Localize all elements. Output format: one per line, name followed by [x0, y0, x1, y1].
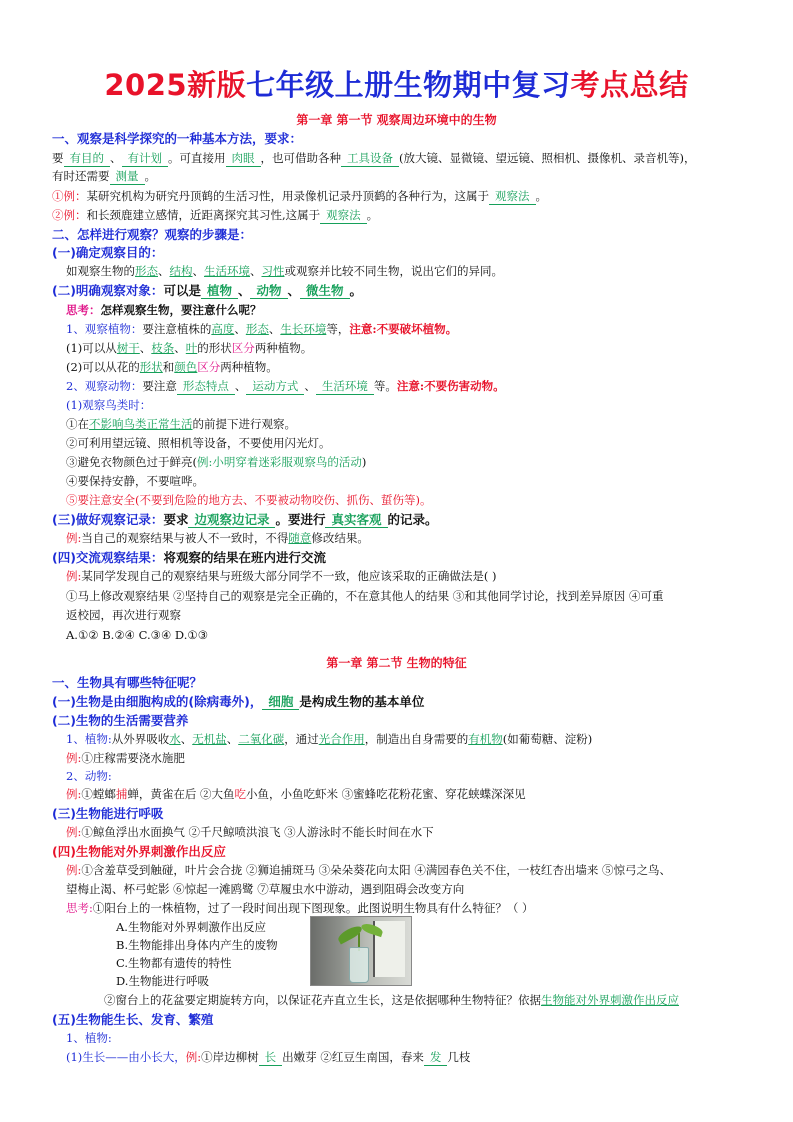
- answer-blank: 工具设备: [341, 151, 399, 167]
- document-title: [0, 66, 793, 104]
- text: 从外界吸收: [111, 732, 170, 746]
- keyword: 有机物: [468, 732, 503, 746]
- example-label: 例:: [66, 825, 82, 839]
- text: 的形状: [197, 341, 232, 355]
- answer-blank: 形态特点: [177, 379, 235, 395]
- text-line: ④要保持安静，不要喧哗。: [66, 474, 204, 488]
- sub-heading: (1)观察鸟类时：: [66, 398, 152, 412]
- options-line: ①马上修改观察结果 ②坚持自己的观察是完全正确的，不在意其他人的结果 ③和其他同学讨论，找到差异原因 ④可重: [66, 589, 664, 603]
- note: 注意:不要破坏植物。: [349, 322, 458, 336]
- feature-heading: (四)生物能对外界刺激作出反应: [52, 844, 226, 859]
- text-line: [66, 359, 753, 376]
- answer-blank: 有计划: [122, 151, 169, 167]
- text: 某研究机构为研究丹顶鹤的生活习性，用录像机记录丹顶鹤的各种行为，这属于: [86, 189, 489, 203]
- keyword: 叶: [185, 341, 198, 355]
- text: (如葡萄糖、淀粉): [502, 732, 593, 746]
- example-label: 例:: [66, 751, 82, 765]
- text: 某同学发现自己的观察结果与班级大部分同学不一致，他应该采取的正确做法是( ): [81, 569, 497, 583]
- text-line: [66, 263, 753, 280]
- section-heading-2: 第一章 第二节 生物的特征: [326, 656, 467, 670]
- keyword: 颜色: [174, 360, 198, 374]
- text: 的记录。: [387, 512, 438, 527]
- keyword: 捕: [115, 787, 128, 801]
- text: 怎样观察生物，要注意什么呢？: [100, 303, 262, 317]
- text-line: [52, 150, 753, 167]
- text: 、: [139, 341, 152, 355]
- answer-blank: 肉眼: [226, 151, 261, 167]
- text: 要: [52, 151, 64, 165]
- feature-heading: (二)生物的生活需要营养: [52, 713, 189, 728]
- answer-blank: 观察法: [320, 208, 367, 224]
- option-a: A.生物能对外界刺激作出反应: [116, 920, 266, 934]
- keyword: 吃: [234, 787, 247, 801]
- text: 、: [226, 732, 239, 746]
- text: 和: [162, 360, 175, 374]
- text: 要注意: [142, 379, 177, 393]
- keyword: 形态: [245, 322, 269, 336]
- keyword: 无机盐: [192, 732, 227, 746]
- keyword: 区分: [231, 341, 255, 355]
- keyword: 区分: [197, 360, 221, 374]
- text-line: ②可利用望远镜、照相机等设备，不要使用闪光灯。: [66, 436, 331, 450]
- text: 等。: [373, 379, 397, 393]
- text: ①鲸鱼浮出水面换气 ②千尺鲸喷洪浪飞 ③人游泳时不能长时间在水下: [81, 825, 434, 839]
- text: 蝉，黄雀在后 ②大鱼: [127, 787, 235, 801]
- text: ，也可借助各种: [260, 151, 341, 165]
- text: ①岸边柳树: [201, 1050, 259, 1064]
- text: ①阳台上的一株植物，过了一段时间出现下图现象。此图说明生物具有什么特征？（ ）: [92, 901, 534, 915]
- example: 例:小明穿着迷彩服观察鸟的活动: [197, 455, 362, 469]
- answer-blank: 动物: [250, 283, 287, 299]
- text: 可以是: [163, 283, 201, 298]
- step-heading: (一)确定观察目的：: [52, 245, 164, 260]
- water-glass: [349, 947, 369, 983]
- text: 小鱼，小鱼吃虾米 ③蜜蜂吃花粉花蜜、穿花蛱蝶深深见: [246, 787, 526, 801]
- text-line: 望梅止渴、杯弓蛇影 ⑥惊起一滩鸥鹭 ⑦草履虫水中游动，遇到阻碍会改变方向: [66, 882, 465, 896]
- step-label: (四)交流观察结果：: [52, 550, 164, 565]
- text: 等，: [326, 322, 350, 336]
- text: 。要进行: [275, 512, 326, 527]
- text: 和长颈鹿建立感情，近距离探究其习性,这属于: [86, 208, 321, 222]
- text: 要注意植株的: [142, 322, 212, 336]
- step-label: (三)做好观察记录：: [52, 512, 164, 527]
- text: 两种植物。: [254, 341, 313, 355]
- text: 、: [237, 283, 251, 298]
- keyword: 形状: [139, 360, 163, 374]
- example-line: [66, 862, 753, 879]
- keyword: 水: [169, 732, 181, 746]
- title-new: 新版: [187, 68, 247, 102]
- answer-blank: 植物: [201, 283, 238, 299]
- text: 、: [192, 264, 204, 278]
- choices-line: A.①② B.②④ C.③④ D.①③: [66, 628, 209, 642]
- keyword: 习性: [261, 264, 285, 278]
- feature-label: (一)生物是由细胞构成的(除病毒外)，: [52, 694, 263, 709]
- text: ①庄稼需要浇水施肥: [81, 751, 185, 765]
- text: 、: [287, 283, 301, 298]
- example-label: 例:: [66, 863, 82, 877]
- text: (1)可以从: [66, 341, 117, 355]
- text: 。可直接用: [168, 151, 226, 165]
- title-year: 2025: [104, 68, 188, 102]
- question-heading: 一、生物具有哪些特征呢？: [52, 675, 203, 690]
- answer-blank: 真实客观: [325, 512, 387, 528]
- example-label: 例:: [66, 569, 82, 583]
- example-line: [66, 786, 753, 803]
- example-label: ①例：: [52, 189, 87, 203]
- example-line: [66, 568, 753, 585]
- example-label: 例:: [185, 1050, 202, 1064]
- step-heading: [52, 549, 753, 566]
- text: 当自己的观察结果与被人不一致时，不得: [81, 531, 289, 545]
- text: 、: [234, 379, 247, 393]
- text: 。: [535, 189, 547, 203]
- text-line: [66, 1049, 753, 1066]
- feature-heading: (三)生物能进行呼吸: [52, 806, 164, 821]
- answer-blank: 发: [424, 1050, 448, 1066]
- option-c: C.生物都有遗传的特性: [116, 956, 232, 970]
- example-label: 例:: [66, 787, 82, 801]
- section-heading-1: 第一章 第一节 观察周边环境中的生物: [296, 113, 497, 127]
- example-line: [66, 530, 753, 547]
- sub-label: 1、植物:: [66, 732, 112, 746]
- text-line: [52, 168, 753, 185]
- keyword: 光合作用: [318, 732, 365, 746]
- example-line: [52, 207, 753, 224]
- answer-blank: 微生物: [300, 283, 350, 299]
- keyword: 二氧化碳: [238, 732, 285, 746]
- text: 、: [304, 379, 316, 393]
- text: ①在: [66, 417, 89, 431]
- text-line: [66, 321, 753, 338]
- step-label: (二)明确观察对象：: [52, 283, 164, 298]
- keyword: 枝条: [151, 341, 175, 355]
- example-label: 例:: [66, 531, 82, 545]
- feature-heading: (五)生物能生长、发育、繁殖: [52, 1012, 214, 1027]
- answer-blank: 有目的: [64, 151, 111, 167]
- title-tail: 考点总结: [570, 68, 689, 102]
- option-d: D.生物能进行呼吸: [116, 974, 209, 988]
- answer-blank: 运动方式: [246, 379, 304, 395]
- title-main: 七年级上册生物期中复习: [246, 68, 571, 102]
- option-b: B.生物能排出身体内产生的废物: [116, 938, 278, 952]
- example-line: [52, 188, 753, 205]
- text-line: [66, 454, 753, 471]
- text: 修改结果。: [311, 531, 369, 545]
- text: 两种植物。: [220, 360, 278, 374]
- keyword: 不影响鸟类正常生活: [89, 417, 193, 431]
- keyword: 生活环境: [204, 264, 250, 278]
- text: 、: [180, 732, 193, 746]
- text: 。: [349, 283, 363, 298]
- text: (2)可以从花的: [66, 360, 140, 374]
- text: (放大镜、显微镜、望远镜、照相机、摄像机、录音机等)，: [399, 151, 696, 165]
- sub-label: 1、植物:: [66, 1031, 112, 1045]
- text-line: [66, 378, 753, 395]
- question-heading: 一、观察是科学探究的一种基本方法，要求：: [52, 131, 303, 146]
- text: 将观察的结果在班内进行交流: [163, 550, 326, 565]
- answer-blank: 观察法: [489, 189, 536, 205]
- step-heading: [52, 282, 753, 299]
- answer-blank: 长: [259, 1050, 283, 1066]
- text-line: [66, 731, 753, 748]
- text: 、: [234, 322, 246, 336]
- sub-label: (1)生长——由小长大，: [66, 1050, 186, 1064]
- think-line: [66, 302, 753, 319]
- keyword: 高度: [211, 322, 235, 336]
- keyword: 结构: [169, 264, 193, 278]
- text: ②窗台上的花盆要定期旋转方向，以保证花卉直立生长，这是依据哪种生物特征？依据: [104, 993, 541, 1007]
- keyword: 生长环境: [280, 322, 327, 336]
- keyword: 树干: [116, 341, 140, 355]
- options-line: 返校园，再次进行观察: [66, 608, 181, 622]
- text: 、: [110, 151, 122, 165]
- answer-blank: 生活环境: [316, 379, 374, 395]
- note: 注意:不要伤害动物。: [396, 379, 505, 393]
- keyword: 形态: [135, 264, 158, 278]
- text-line: [66, 416, 753, 433]
- safety-note: ⑤要注意安全(不要到危险的地方去、不要被动物咬伤、抓伤、蜇伤等)。: [66, 493, 432, 507]
- text: ): [361, 455, 367, 469]
- think-line: [66, 900, 753, 917]
- question-heading: 二、怎样进行观察？观察的步骤是：: [52, 227, 253, 242]
- text: ，通过: [284, 732, 319, 746]
- text: 是构成生物的基本单位: [299, 694, 425, 709]
- feature-heading: [52, 693, 753, 710]
- sub-label: 2、动物:: [66, 769, 112, 783]
- text: 、: [250, 264, 262, 278]
- think-label: 思考:: [66, 901, 93, 915]
- keyword: 随意: [288, 531, 312, 545]
- text: 几枝: [447, 1050, 471, 1064]
- text: 或观察并比较不同生物，说出它们的异同。: [284, 264, 503, 278]
- think-line: [104, 992, 753, 1009]
- keyword: 生物能对外界刺激作出反应: [541, 993, 679, 1007]
- example-label: ②例：: [52, 208, 87, 222]
- sub-label: 1、观察植物：: [66, 322, 143, 336]
- text: 出嫩芽 ②红豆生南国，春来: [282, 1050, 424, 1064]
- text: 。: [144, 169, 156, 183]
- text: 的前提下进行观察。: [192, 417, 296, 431]
- text: 、: [268, 322, 281, 336]
- text: ③避免衣物颜色过于鲜亮(: [66, 455, 197, 469]
- text: 、: [174, 341, 186, 355]
- text: 、: [158, 264, 170, 278]
- text: 要求: [163, 512, 189, 527]
- text: ①含羞草受到触碰，叶片会合拢 ②狮追捕斑马 ③朵朵葵花向太阳 ④满园春色关不住，一枝红杏出墙来 ⑤惊弓之鸟、: [81, 863, 671, 877]
- text: 如观察生物的: [66, 264, 135, 278]
- example-line: [66, 824, 753, 841]
- sub-label: 2、观察动物：: [66, 379, 143, 393]
- step-heading: [52, 511, 753, 528]
- text-line: [66, 340, 753, 357]
- text: ，制造出自身需要的: [364, 732, 469, 746]
- text: 。: [366, 208, 379, 222]
- example-line: [66, 750, 753, 767]
- answer-blank: 测量: [110, 169, 145, 185]
- think-label: 思考：: [66, 303, 101, 317]
- text: ①螳螂: [81, 787, 116, 801]
- answer-blank: 边观察边记录: [188, 512, 275, 528]
- plant-photo: [310, 916, 412, 986]
- answer-blank: 细胞: [262, 694, 299, 710]
- text: 有时还需要: [52, 169, 110, 183]
